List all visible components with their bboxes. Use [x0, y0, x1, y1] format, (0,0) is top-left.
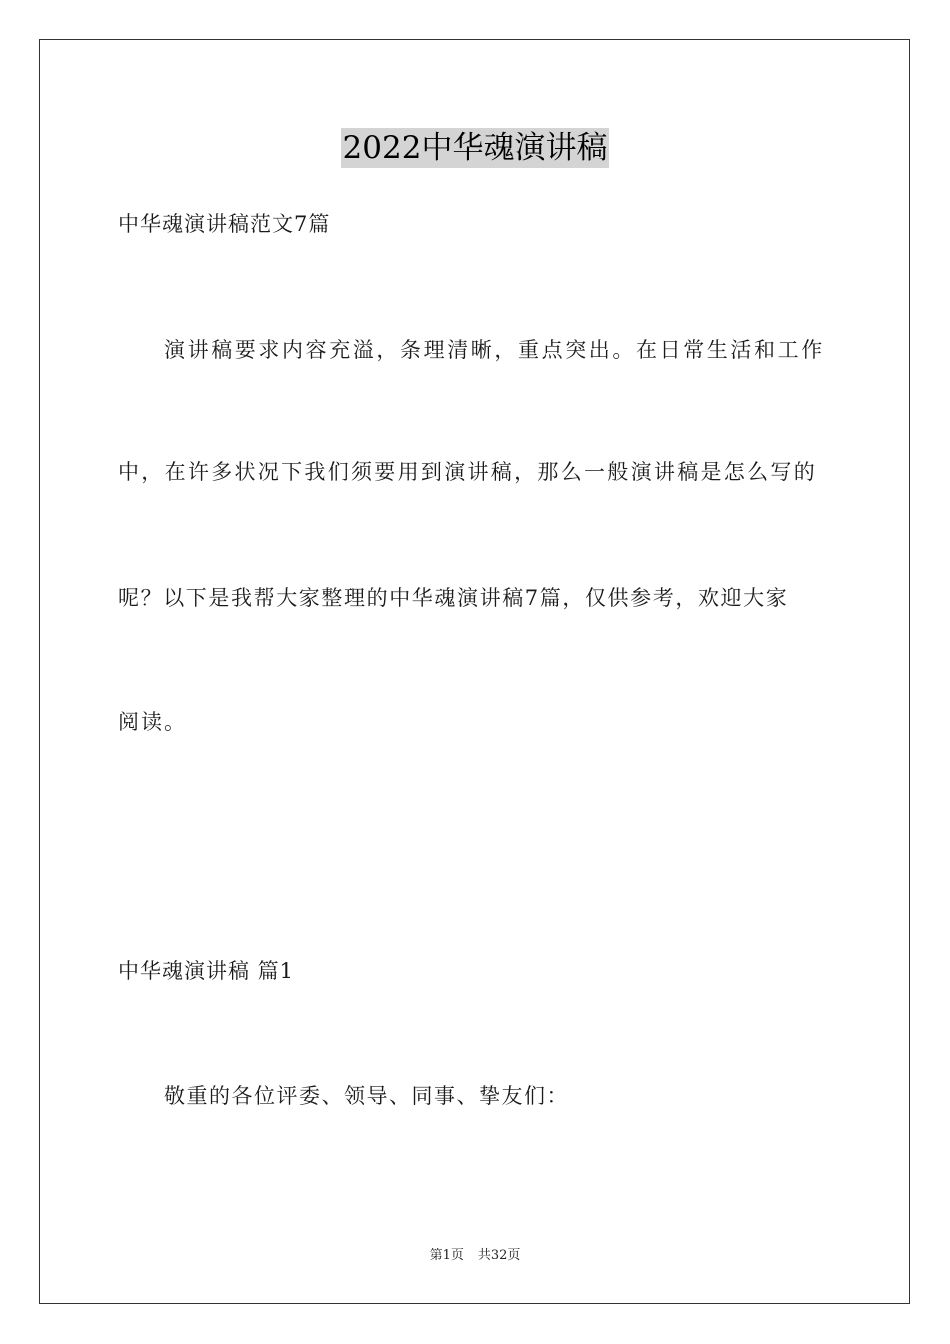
page-footer	[0, 1247, 950, 1265]
paragraph-line-3: 呢？以下是我帮大家整理的中华魂演讲稿7篇，仅供参考，欢迎大家	[118, 586, 789, 610]
title-container	[0, 128, 950, 168]
paragraph-line-4: 阅读。	[118, 710, 187, 734]
page-total: 共32页	[477, 1248, 521, 1263]
document-title: 2022中华魂演讲稿	[342, 130, 608, 166]
section-heading: 中华魂演讲稿 篇1	[118, 959, 295, 983]
document-subtitle: 中华魂演讲稿范文7篇	[118, 212, 331, 236]
paragraph-line-1: 演讲稿要求内容充溢，条理清晰，重点突出。在日常生活和工作	[164, 338, 825, 362]
paragraph-line-2: 中，在许多状况下我们须要用到演讲稿，那么一般演讲稿是怎么写的	[118, 460, 817, 484]
page-number: 第1页	[429, 1248, 464, 1263]
greeting-line: 敬重的各位评委、领导、同事、挚友们：	[164, 1084, 569, 1108]
